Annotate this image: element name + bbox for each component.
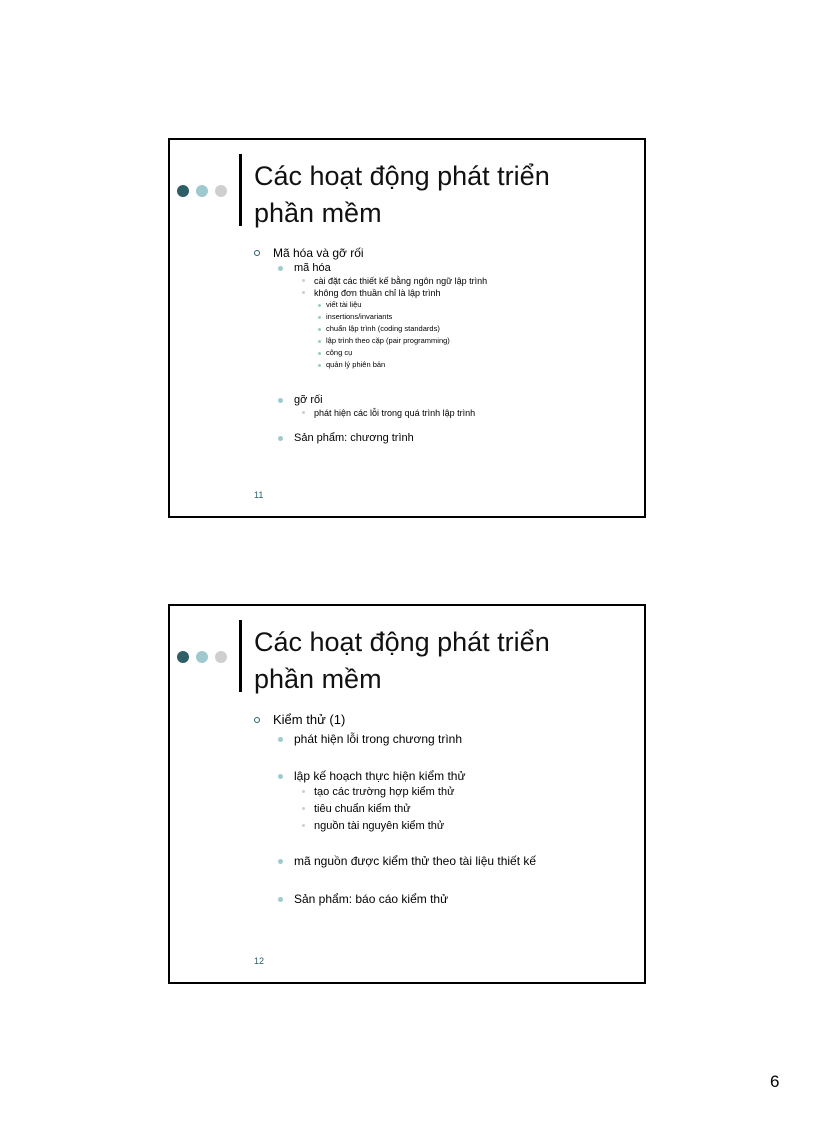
bullet-dot-icon <box>278 897 283 902</box>
list-item: nguồn tài nguyên kiểm thử <box>254 818 634 835</box>
list-item: Kiểm thử (1) <box>254 712 634 728</box>
list-item: tạo các trường hợp kiểm thử <box>254 784 634 801</box>
dot-light-icon <box>196 651 208 663</box>
bullet-dot-icon <box>278 436 283 441</box>
bullet-dot-icon <box>318 316 321 319</box>
dot-light-icon <box>196 185 208 197</box>
list-item: gỡ rối <box>254 393 634 407</box>
bullet-dot-icon <box>302 411 305 414</box>
bullet-dot-icon <box>318 328 321 331</box>
bullet-dot-icon <box>318 340 321 343</box>
bullet-dot-icon <box>318 304 321 307</box>
list-item: quản lý phiên bản <box>254 359 634 371</box>
bullet-dot-icon <box>278 859 283 864</box>
list-item: mã nguồn được kiểm thử theo tài liệu thiết kế <box>254 853 634 869</box>
bullet-dot-icon <box>302 790 305 793</box>
bullet-dot-icon <box>278 737 283 742</box>
list-item: lập kế hoạch thực hiện kiểm thử <box>254 768 634 784</box>
list-item: Sản phẩm: báo cáo kiểm thử <box>254 891 634 907</box>
slide-title: Các hoạt động phát triển phần mềm <box>254 161 550 228</box>
list-item: tiêu chuẩn kiểm thử <box>254 801 634 818</box>
dot-gray-icon <box>215 185 227 197</box>
slide-11 <box>168 138 646 518</box>
page-number: 6 <box>770 1072 780 1091</box>
bullet-dot-icon <box>318 352 321 355</box>
list-item: chuẩn lập trình (coding standards) <box>254 323 634 335</box>
title-divider <box>239 154 242 226</box>
list-item: không đơn thuần chỉ là lập trình <box>254 287 634 299</box>
slide-content <box>254 246 634 445</box>
bullet-circle-icon <box>254 250 260 256</box>
bullet-dot-icon <box>302 807 305 810</box>
bullet-dot-icon <box>278 398 283 403</box>
title-divider <box>239 620 242 692</box>
bullet-circle-icon <box>254 717 260 723</box>
list-item: phát hiện các lỗi trong quá trình lập trình <box>254 407 634 419</box>
list-item: lập trình theo cặp (pair programming) <box>254 335 634 347</box>
list-item: công cụ <box>254 347 634 359</box>
list-item: viết tài liệu <box>254 299 634 311</box>
dot-gray-icon <box>215 651 227 663</box>
list-item: Mã hóa và gỡ rối <box>254 246 634 261</box>
bullet-dot-icon <box>318 364 321 367</box>
list-item: Sản phẩm: chương trình <box>254 431 634 445</box>
bullet-dot-icon <box>302 824 305 827</box>
list-item: cài đặt các thiết kế bằng ngôn ngữ lập trình <box>254 275 634 287</box>
slide-content <box>254 712 634 907</box>
list-item: mã hóa <box>254 261 634 275</box>
bullet-dot-icon <box>278 774 283 779</box>
slide-number: 12 <box>254 956 265 966</box>
list-item: phát hiện lỗi trong chương trình <box>254 731 634 747</box>
slide-12 <box>168 604 646 984</box>
dot-dark-icon <box>177 185 189 197</box>
list-item: insertions/invariants <box>254 311 634 323</box>
bullet-dot-icon <box>302 279 305 282</box>
slide-number: 11 <box>254 490 264 500</box>
slide-title: Các hoạt động phát triển phần mềm <box>254 627 550 694</box>
dot-dark-icon <box>177 651 189 663</box>
bullet-dot-icon <box>302 291 305 294</box>
bullet-dot-icon <box>278 266 283 271</box>
